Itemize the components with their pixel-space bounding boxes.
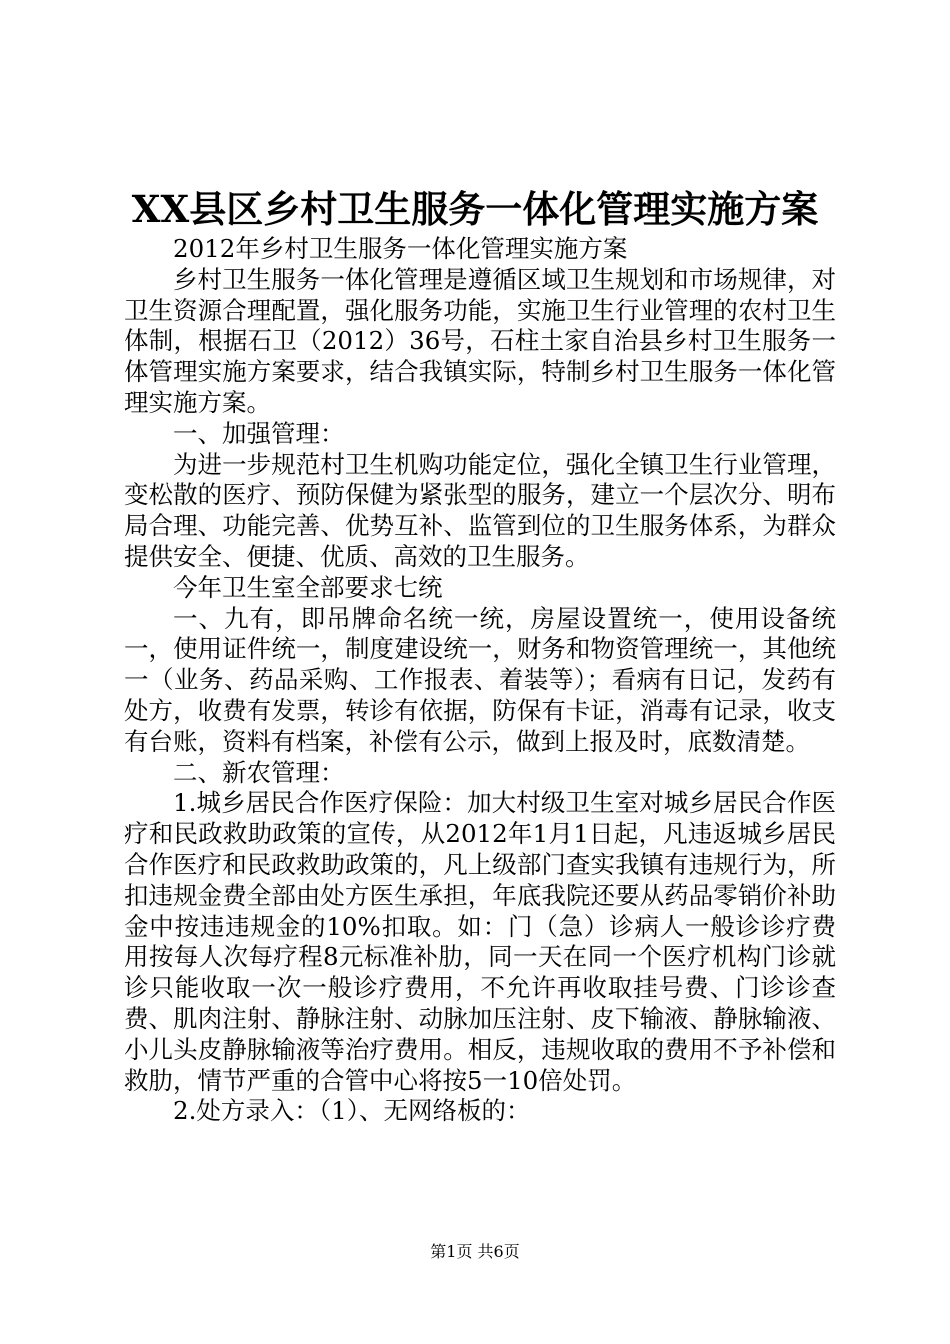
subtitle-paragraph: 2012年乡村卫生服务一体化管理实施方案 xyxy=(173,234,628,263)
seven-unified-heading: 今年卫生室全部要求七统 xyxy=(173,572,443,602)
document-body xyxy=(124,234,836,1127)
document-title: XX县区乡村卫生服务一体化管理实施方案 xyxy=(131,187,819,231)
prescription-entry-paragraph: 2.处方录入：（1）、无网络板的： xyxy=(173,1096,531,1126)
insurance-paragraph: 1.城乡居民合作医疗保险：加大村级卫生室对城乡居民合作医疗和民政救助政策的宣传，从2012年1月1日起，凡违返城乡居民合作医疗和民政救助政策的，凡上级部门查实我镇有违规行为，所扣违规金费全部由处方医生承担，年底我院还要从药品零销价补助金中按违违规金的10%扣取。如：门（急）诊病人一般诊诊疗费用按每人次每疗程8元标准补肋，同一天在同一个医疗机构门诊就诊只能收取一次一般诊疗费用，不允许再收取挂号费、门诊诊查费、肌肉注射、静脉注射、动脉加压注射、皮下输液、静脉输液、小儿头皮静脉输液等治疗费用。相反，违规收取的费用不予补偿和救肋，情节严重的合管中心将按5一10倍处罚。 xyxy=(124,788,836,1095)
section-heading-new-rural: 二、新农管理： xyxy=(173,757,345,787)
nine-haves-paragraph: 一、九有，即吊牌命名统一统，房屋设置统一，使用设备统一，使用证件统一，制度建设统一，财务和物资管理统一，其他统一（业务、药品采购、工作报表、着装等）；看病有日记，发药有处方，收费有发票，转诊有依据，防保有卡证，消毒有记录，收支有台账，资料有档案，补偿有公示，做到上报及时，底数清楚。 xyxy=(124,603,836,756)
page-number-footer: 第1页 共6页 xyxy=(430,1242,520,1261)
intro-paragraph: 乡村卫生服务一体化管理是遵循区域卫生规划和市场规律，对卫生资源合理配置，强化服务功能，实施卫生行业管理的农村卫生体制，根据石卫（2012）36号，石柱土家自治县乡村卫生服务一体管理实施方案要求，结合我镇实际，特制乡村卫生服务一体化管理实施方案。 xyxy=(124,264,836,417)
section-heading-management: 一、加强管理： xyxy=(173,418,345,448)
management-paragraph: 为进一步规范村卫生机购功能定位，强化全镇卫生行业管理，变松散的医疗、预防保健为紧张型的服务，建立一个层次分、明布局合理、功能完善、优势互补、监管到位的卫生服务体系，为群众提供安全、便捷、优质、高效的卫生服务。 xyxy=(124,449,836,571)
